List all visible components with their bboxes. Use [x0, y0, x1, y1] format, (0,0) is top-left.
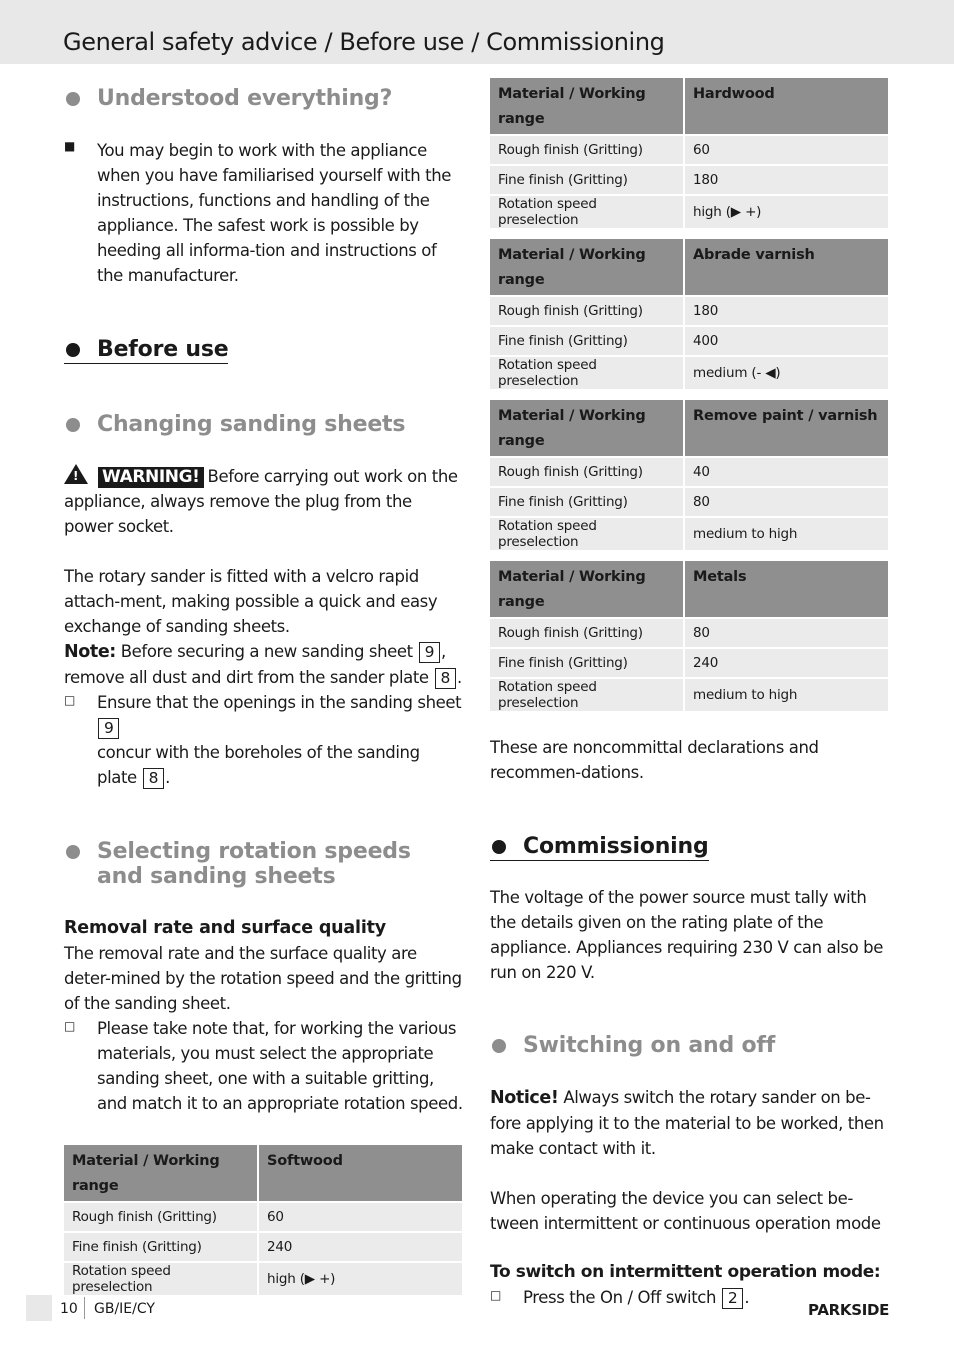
warning-text: Before carrying out work on the appliance, always remove the plug from the power socket. — [64, 467, 458, 536]
table-row: Rotation speed preselection medium (- ◀) — [490, 357, 888, 389]
left-column — [64, 78, 464, 1297]
remove-paint-table — [488, 398, 890, 552]
note-paragraph: Note: Before securing a new sanding sheet 9 , remove all dust and dirt from the sander plate 8 . — [64, 642, 462, 687]
note-label: Note: — [64, 642, 116, 662]
right-column — [490, 78, 890, 1310]
table-row: Rotation speed preselection medium to high — [490, 679, 888, 711]
commissioning-text: The voltage of the power source must tally with the details given on the rating plate of the appliance. Appliances requiring 230 V can also be run on 220 V. — [490, 888, 883, 982]
brand-logo: PARKSIDE — [808, 1301, 890, 1319]
removal-text: The removal rate and the surface quality are deter-mined by the rotation speed and the gritting of the sanding sheet. — [64, 944, 462, 1013]
square-bullet: ■ — [64, 139, 76, 153]
warning-paragraph — [64, 464, 464, 539]
footer-divider — [84, 1297, 85, 1319]
warning-triangle-icon: ! — [64, 464, 88, 484]
ref-9: 9 — [419, 642, 440, 663]
page-header — [0, 0, 954, 64]
table-row: Rough finish (Gritting) 180 — [490, 297, 888, 325]
table-header-row: Material / Working range Softwood — [64, 1145, 462, 1201]
checkbox-bullet: □ — [64, 1019, 76, 1033]
table-header-row: Material / Working range Hardwood — [490, 78, 888, 134]
country-codes: GB/IE/CY — [94, 1301, 155, 1317]
velcro-text: The rotary sander is fitted with a velcro rapid attach-ment, making possible a quick and easy exchange of sanding sheets. — [64, 567, 438, 636]
heading-understood: Understood everything? — [64, 86, 464, 111]
hardwood-table — [488, 76, 890, 230]
ensure-text: Ensure that the openings in the sanding sheet 9 concur with the boreholes of the sanding plate 8 . — [97, 693, 462, 787]
table-header-row: Material / Working range Abrade varnish — [490, 239, 888, 295]
heading-changing-sheets: Changing sanding sheets — [64, 412, 464, 437]
checkbox-bullet: □ — [490, 1288, 502, 1302]
checkbox-bullet: □ — [64, 693, 76, 707]
understood-item — [64, 138, 464, 288]
table-row: Rough finish (Gritting) 60 — [490, 136, 888, 164]
table-header-row: Material / Working range Remove paint / varnish — [490, 400, 888, 456]
heading-selecting: Selecting rotation speeds and sanding sheets — [64, 839, 437, 889]
bullet-dot — [66, 845, 80, 859]
metals-table — [488, 559, 890, 713]
commissioning-wrap — [490, 834, 890, 861]
notice-label: Notice! — [490, 1088, 559, 1108]
bullet-dot — [66, 418, 80, 432]
intermittent-subheading: To switch on intermittent operation mode: — [490, 1262, 881, 1282]
table-row: Rough finish (Gritting) 80 — [490, 619, 888, 647]
ref-2: 2 — [722, 1288, 743, 1309]
heading-commissioning: Commissioning — [490, 834, 709, 861]
table-header-row: Material / Working range Metals — [490, 561, 888, 617]
table-row: Rotation speed preselection medium to high — [490, 518, 888, 550]
table-row: Rough finish (Gritting) 40 — [490, 458, 888, 486]
warning-label: WARNING! — [98, 467, 204, 488]
ensure-item — [64, 690, 464, 790]
bullet-dot — [492, 840, 506, 854]
ref-9: 9 — [98, 718, 119, 739]
notice-paragraph: Notice! Always switch the rotary sander on be-fore applying it to the material to be worked, then make contact with it. — [490, 1088, 884, 1158]
take-note-item — [64, 1016, 464, 1116]
page-title: General safety advice / Before use / Commissioning — [63, 28, 665, 56]
table-row: Fine finish (Gritting) 240 — [64, 1233, 462, 1261]
table-row: Rotation speed preselection high (▶ +) — [490, 196, 888, 228]
table-row: Fine finish (Gritting) 180 — [490, 166, 888, 194]
operating-text: When operating the device you can select be-tween intermittent or continuous operation mode — [490, 1189, 881, 1233]
table-row: Fine finish (Gritting) 80 — [490, 488, 888, 516]
understood-text: You may begin to work with the appliance when you have familiarised yourself with the instructions, functions and handling of the appliance. The safest work is possible by heeding all informa-tion and instructions of the manufacturer. — [97, 141, 452, 285]
footer-square — [26, 1295, 52, 1321]
ref-8: 8 — [435, 668, 456, 689]
table-row: Fine finish (Gritting) 400 — [490, 327, 888, 355]
page-number: 10 — [60, 1301, 78, 1317]
table-row: Rotation speed preselection high (▶ +) — [64, 1263, 462, 1295]
press-text: Press the On / Off switch 2 . — [523, 1288, 750, 1307]
heading-before-use: Before use — [64, 337, 228, 364]
bullet-dot — [492, 1039, 506, 1053]
abrade-varnish-table — [488, 237, 890, 391]
table-row: Rough finish (Gritting) 60 — [64, 1203, 462, 1231]
noncommittal-text: These are noncommittal declarations and recommen-dations. — [490, 738, 819, 782]
before-use-wrap — [64, 337, 464, 364]
heading-switching: Switching on and off — [490, 1033, 890, 1058]
softwood-table — [62, 1143, 464, 1297]
bullet-dot — [66, 343, 80, 357]
table-row: Fine finish (Gritting) 240 — [490, 649, 888, 677]
bullet-dot — [66, 92, 80, 106]
removal-subheading: Removal rate and surface quality — [64, 918, 386, 938]
ref-8: 8 — [143, 768, 164, 789]
take-note-text: Please take note that, for working the various materials, you must select the appropriate sanding sheet, one with a suitable gritting, and match it to an appropriate rotation speed. — [97, 1019, 463, 1113]
